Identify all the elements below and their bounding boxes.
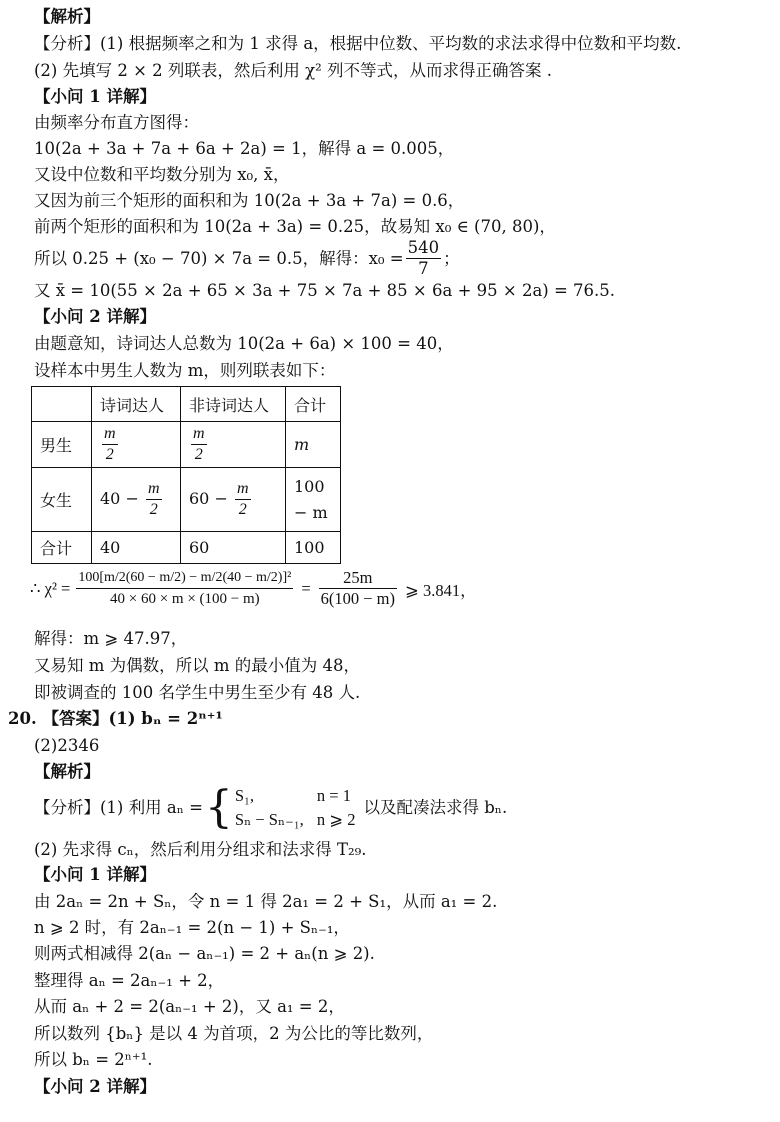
q1-line: 10(2a + 3a + 7a + 6a + 2a) = 1，解得 a = 0.005， [34,139,455,158]
fraction [235,479,251,520]
chi-rhs: ⩾ 3.841， [405,580,477,600]
case-row [235,808,356,832]
table-cell: 100 [286,532,341,564]
conclusion-line: 又易知 m 为偶数，所以 m 的最小值为 48， [34,656,361,675]
case-condition: n ⩾ 2 [316,810,356,829]
analysis-line-1: 【分析】(1) 根据频率之和为 1 求得 a，根据中位数、平均数的求法求得中位数和平均数. [34,34,682,53]
problem-20-q1-header: 【小问 1 详解】 [34,865,156,884]
analysis-text: 【分析】(1) 利用 aₙ = [34,798,203,817]
analysis-text: 以及配凑法求得 bₙ. [363,798,508,817]
fraction [319,568,397,609]
problem-20-q1-line: n ⩾ 2 时，有 2aₙ₋₁ = 2(n − 1) + Sₙ₋₁， [34,918,350,937]
problem-20-q1-line: 由 2aₙ = 2n + Sₙ，令 n = 1 得 2a₁ = 2 + S₁，从而 a₁ = 2. [34,892,498,911]
section-jiexi: 【解析】 [34,7,100,26]
fraction [406,238,442,279]
fraction-denominator: 2 [149,501,158,518]
problem-20-q2-header: 【小问 2 详解】 [34,1077,156,1096]
table-cell [181,468,286,532]
problem-20-answer-2: (2)2346 [34,736,100,755]
q1-line: 又设中位数和平均数分别为 x₀, x̄， [34,165,290,184]
case-row [235,784,356,808]
q1-mean-line: 又 x̄ = 10(55 × 2a + 65 × 3a + 75 × 7a + 85 × 6a + 95 × 2a) = 76.5. [34,281,616,300]
table-cell [92,422,181,468]
fraction-denominator: 7 [418,259,429,278]
row-label: 女生 [32,468,92,532]
chi-square-formula [30,568,477,609]
table-cell [286,468,341,532]
q1-line: 由频率分布直方图得： [34,113,199,132]
table-header-cell: 非诗词达人 [181,387,286,422]
cell-text: 60 − [189,489,228,508]
q1-header: 【小问 1 详解】 [34,87,156,106]
fraction-numerator: m [235,479,251,500]
row-label: 男生 [32,422,92,468]
conclusion-line: 即被调查的 100 名学生中男生至少有 48 人. [34,683,361,702]
fraction-denominator: 2 [105,446,114,463]
fraction [102,424,118,465]
fraction-numerator: 25m [319,568,397,589]
equation-text: 所以 0.25 + (x₀ − 70) × 7a = 0.5，解得：x₀ = [34,248,404,268]
problem-20-q1-line: 所以 bₙ = 2ⁿ⁺¹. [34,1050,153,1069]
conclusion-line: 解得：m ⩾ 47.97， [34,629,188,648]
case-value: S₁, [234,786,254,805]
fraction-denominator: 2 [194,446,203,463]
piecewise-cases [235,784,356,832]
left-brace: { [204,782,233,833]
table-header-cell: 合计 [286,387,341,422]
table-cell [92,468,181,532]
q1-line: 又因为前三个矩形的面积和为 10(2a + 3a + 7a) = 0.6， [34,191,465,210]
fraction-numerator: 540 [407,238,440,257]
row-label: 合计 [32,532,92,564]
table-cell: m [286,422,341,468]
q1-median-equation [34,238,460,279]
table-row [32,422,341,468]
case-condition: n = 1 [316,786,351,805]
problem-20-q1-line: 从而 aₙ + 2 = 2(aₙ₋₁ + 2)，又 a₁ = 2， [34,997,345,1016]
table-header-cell: 诗词达人 [92,387,181,422]
fraction [191,424,207,465]
q1-line: 前两个矩形的面积和为 10(2a + 3a) = 0.25，故易知 x₀ ∈ (70, 80)， [34,217,556,236]
problem-20-jiexi: 【解析】 [34,762,100,781]
q2-header: 【小问 2 详解】 [34,307,156,326]
problem-20-analysis-2: (2) 先求得 cₙ，然后利用分组求和法求得 T₂₉. [34,840,367,859]
problem-20-analysis [34,784,507,832]
problem-20-q1-line: 整理得 aₙ = 2aₙ₋₁ + 2， [34,971,225,990]
table-cell: 60 [181,532,286,564]
problem-20-q1-line: 则两式相减得 2(aₙ − aₙ₋₁) = 2 + aₙ(n ⩾ 2). [34,944,375,963]
table-cell: 40 [92,532,181,564]
cell-text: − m [294,502,328,522]
fraction-numerator: m [102,424,118,445]
equals-sign: = [301,578,311,598]
fraction [146,479,162,520]
table-header-row [32,387,341,422]
q2-line: 设样本中男生人数为 m，则列联表如下： [34,361,336,380]
analysis-line-2: (2) 先填写 2 × 2 列联表，然后利用 χ² 列不等式，从而求得正确答案 . [34,61,553,80]
case-value: Sₙ − Sₙ₋₁, [234,810,304,829]
table-header-cell [32,387,92,422]
problem-20-answer: 20. 【答案】(1) bₙ = 2ⁿ⁺¹ [8,709,223,728]
contingency-table [31,386,341,564]
q2-line: 由题意知，诗词达人总数为 10(2a + 6a) × 100 = 40， [34,334,454,353]
cell-text: 100 [294,476,325,496]
table-row [32,532,341,564]
fraction-numerator: 100[m/2(60 − m/2) − m/2(40 − m/2)]² [76,568,293,589]
fraction-numerator: m [191,424,207,445]
fraction [76,568,293,609]
chi-lhs: ∴ χ² = [30,578,71,598]
table-row [32,468,341,532]
fraction-denominator: 2 [238,501,247,518]
cell-text: 40 − [100,489,139,508]
table-cell [181,422,286,468]
problem-20-q1-line: 所以数列 {bₙ} 是以 4 为首项，2 为公比的等比数列， [34,1024,434,1043]
fraction-numerator: m [146,479,162,500]
fraction-denominator: 6(100 − m) [320,589,396,608]
fraction-denominator: 40 × 60 × m × (100 − m) [109,591,260,607]
equation-text: ； [443,248,460,268]
